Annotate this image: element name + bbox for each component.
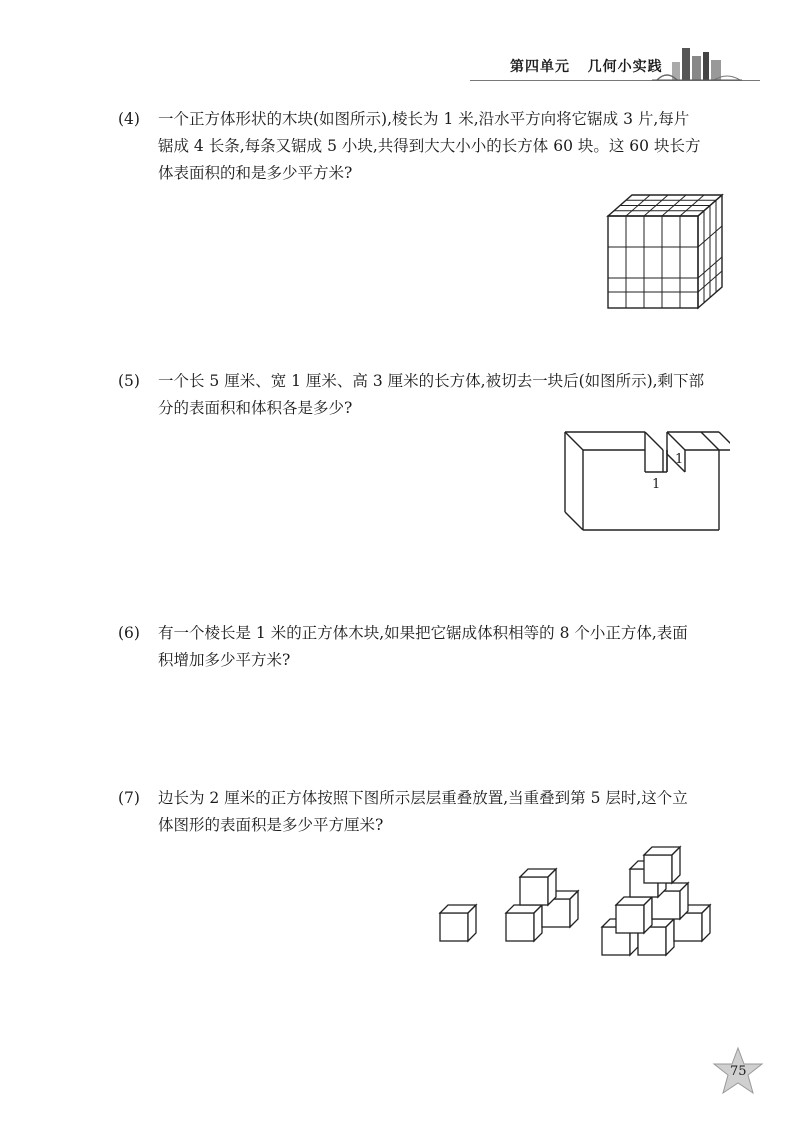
problem-number: (4) xyxy=(118,110,140,128)
city-skyline-icon xyxy=(652,44,742,82)
stacked-cubes-figure xyxy=(430,845,730,965)
problem-line: 积增加多少平方米? xyxy=(158,651,291,669)
notch-depth-label: 1 xyxy=(675,452,684,467)
problem-number: (6) xyxy=(118,624,140,642)
header-title xyxy=(510,56,663,76)
page-header xyxy=(470,44,770,84)
page-number: 75 xyxy=(730,1064,747,1079)
problem-5 xyxy=(120,368,720,422)
problem-line: 体表面积的和是多少平方米? xyxy=(158,164,353,182)
problem-4 xyxy=(120,106,720,187)
notched-cuboid-figure-right xyxy=(560,426,730,538)
problem-line: 分的表面积和体积各是多少? xyxy=(158,399,353,417)
problem-line: 锯成 4 长条,每条又锯成 5 小块,共得到大大小小的长方体 60 块。这 60 块长方 xyxy=(158,137,701,155)
header-section: 几何小实践 xyxy=(587,59,663,75)
problem-number: (7) xyxy=(118,789,140,807)
problem-line: 边长为 2 厘米的正方体按照下图所示层层重叠放置,当重叠到第 5 层时,这个立 xyxy=(158,789,688,807)
sliced-cube-figure xyxy=(605,192,725,314)
problem-7 xyxy=(120,785,720,839)
header-unit: 第四单元 xyxy=(510,59,570,75)
problem-line: 一个长 5 厘米、宽 1 厘米、高 3 厘米的长方体,被切去一块后(如图所示),剩下部 xyxy=(158,372,705,390)
notch-width-label: 1 xyxy=(652,477,661,492)
problem-line: 体图形的表面积是多少平方厘米? xyxy=(158,816,384,834)
problem-6 xyxy=(120,620,720,674)
problem-line: 一个正方体形状的木块(如图所示),棱长为 1 米,沿水平方向将它锯成 3 片,每片 xyxy=(158,110,690,128)
problem-number: (5) xyxy=(118,372,140,390)
problem-line: 有一个棱长是 1 米的正方体木块,如果把它锯成体积相等的 8 个小正方体,表面 xyxy=(158,624,688,642)
